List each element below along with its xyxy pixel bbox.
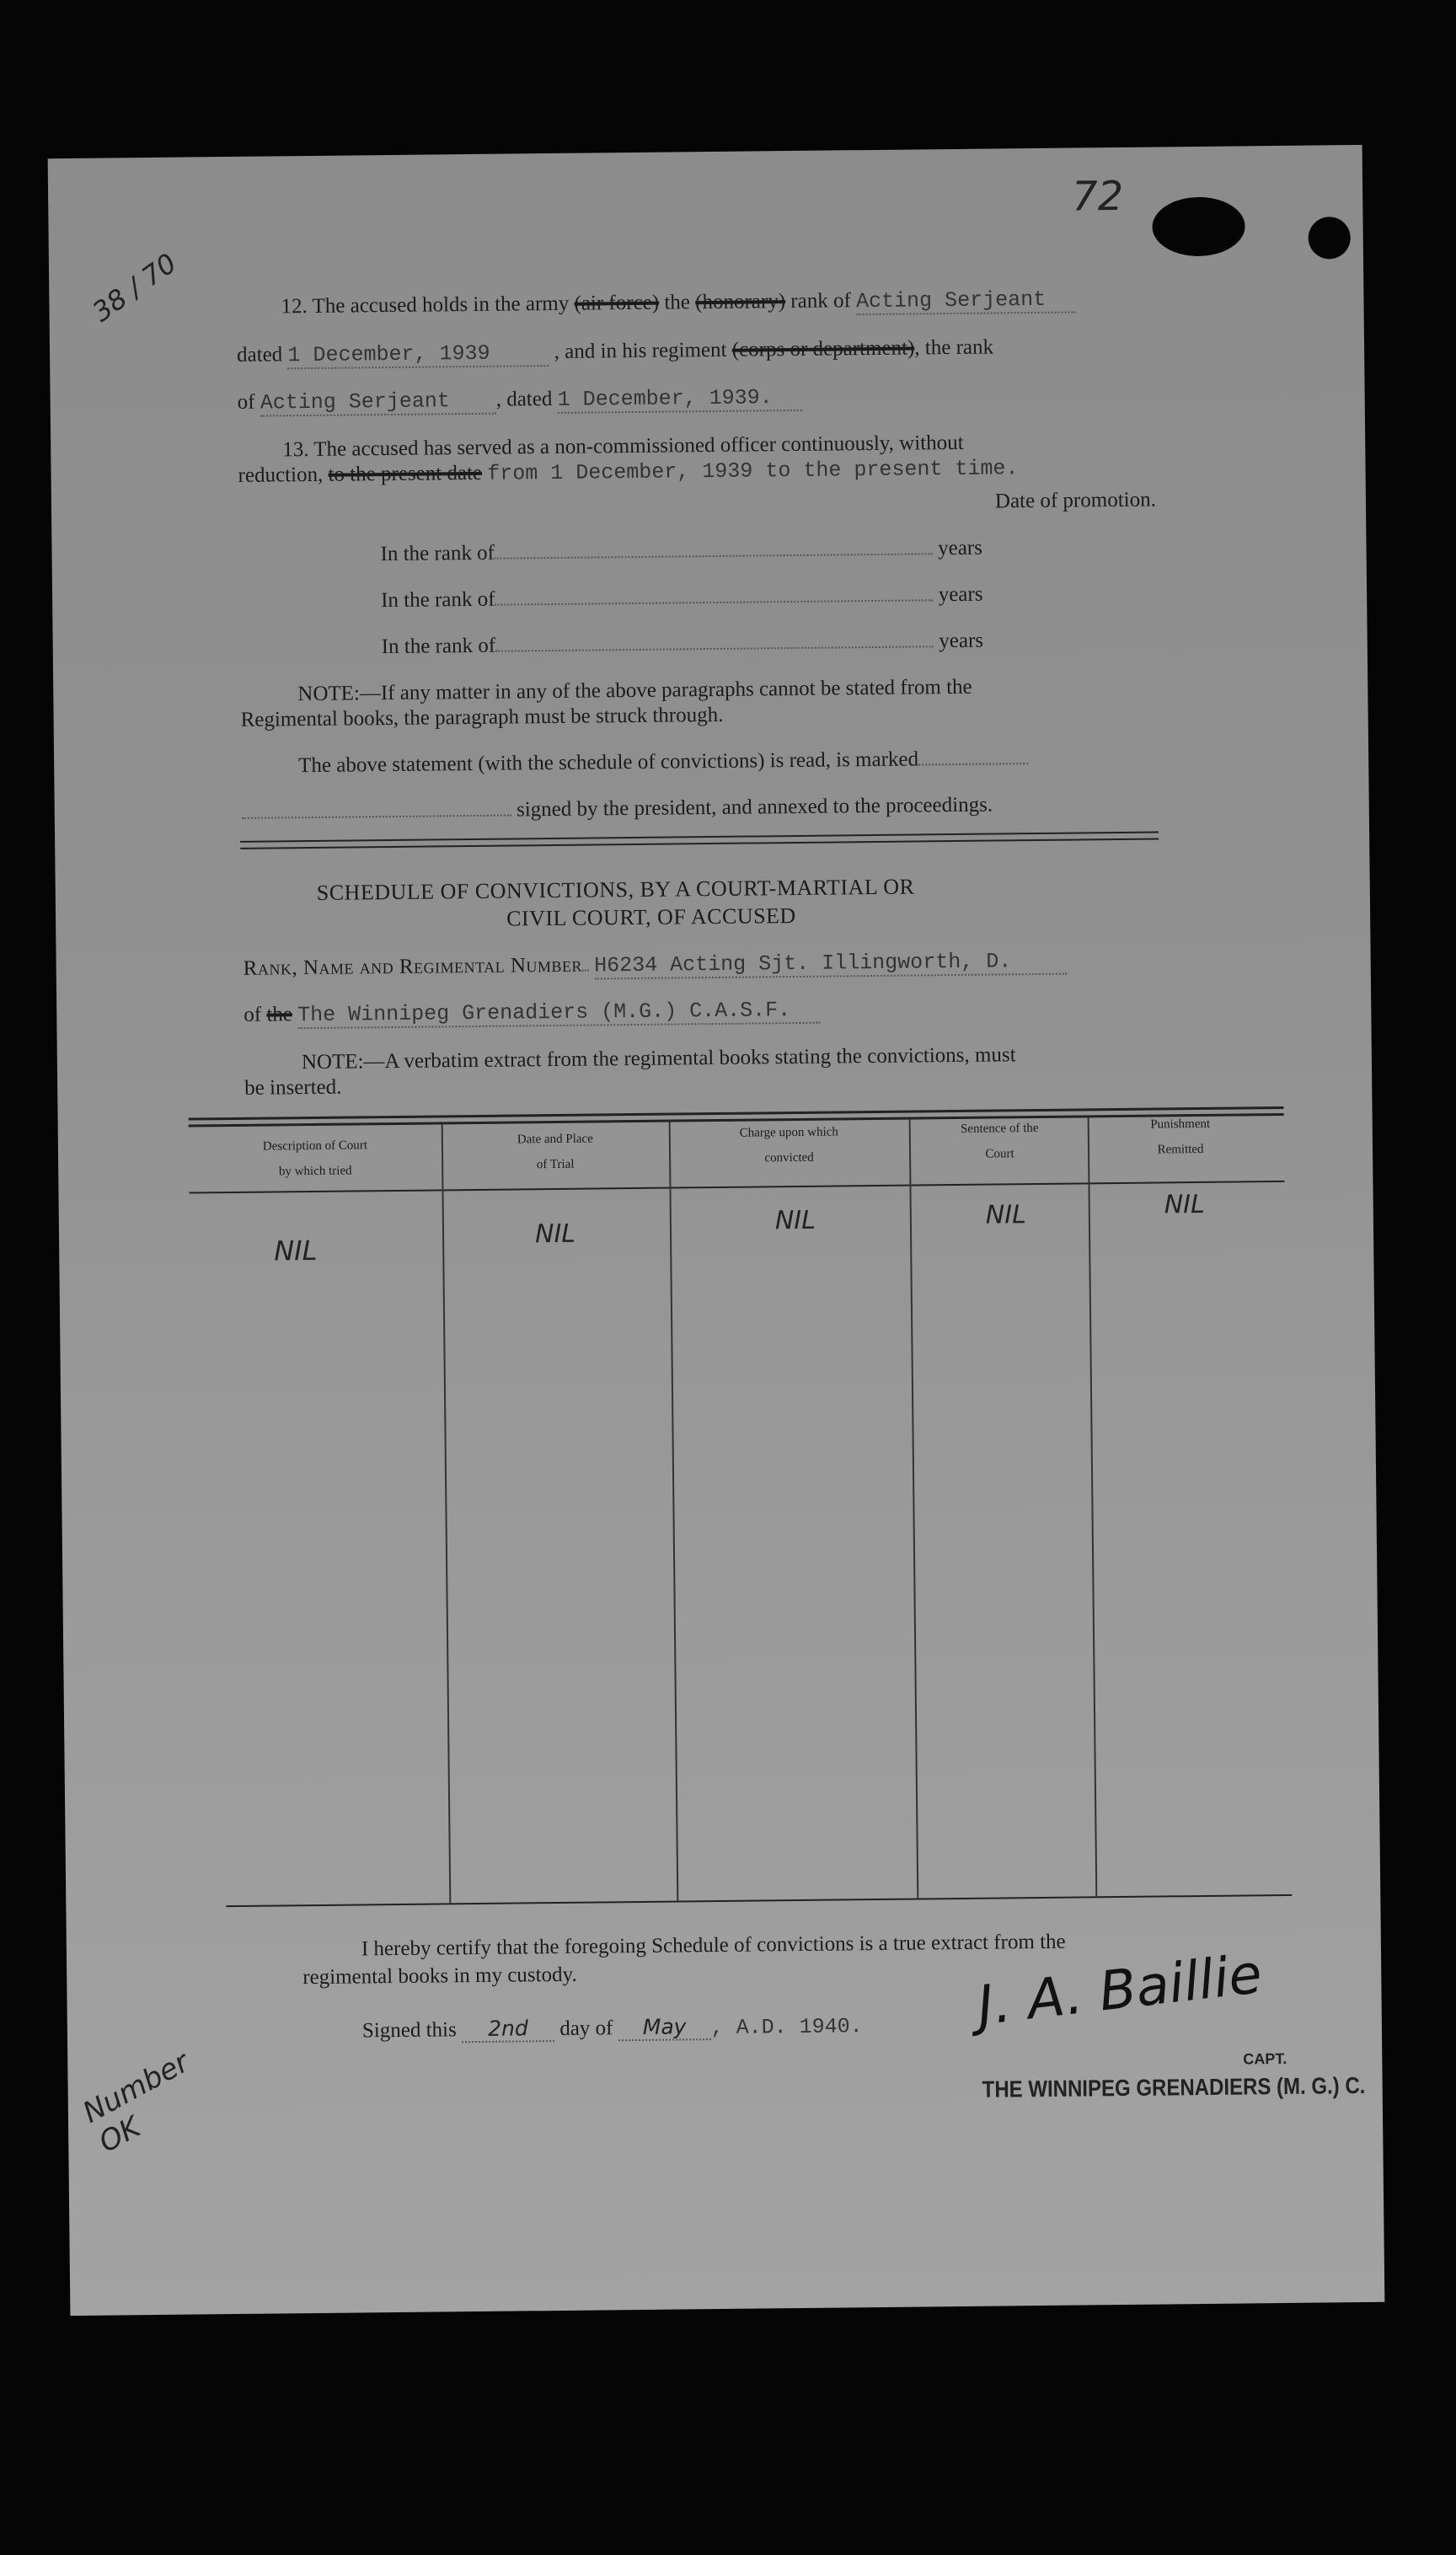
schedule-rank-label: Rank, Name and Regimental Number <box>243 953 583 980</box>
statement-line2 <box>242 794 993 825</box>
table-column-divider <box>669 1122 679 1901</box>
entry-punishment: NIL <box>1164 1189 1205 1220</box>
schedule-unit-value: The Winnipeg Grenadiers (M.G.) C.A.S.F. <box>297 998 820 1029</box>
statement-line1 <box>298 747 1028 778</box>
page-number: 72 <box>1071 172 1124 221</box>
col-header-text: Description of Court <box>262 1138 368 1154</box>
col-header-text: Sentence of the <box>960 1121 1039 1136</box>
col-header-sentence <box>913 1115 1087 1167</box>
table-column-divider <box>1088 1117 1098 1896</box>
unit-stamp: THE WINNIPEG GRENADIERS (M. G.) C. <box>982 2072 1366 2103</box>
stamp-rank: CAPT. <box>1243 2049 1287 2068</box>
note1-line2: Regimental books, the paragraph must be struck through. <box>240 703 724 731</box>
para12-text: , and in his regiment <box>554 338 727 363</box>
para12-text: rank of <box>790 289 851 313</box>
para12-text: , dated <box>495 387 553 411</box>
entry-charge: NIL <box>774 1205 816 1236</box>
schedule-note-line2: be inserted. <box>244 1075 342 1100</box>
army-rank-value: Acting Serjeant <box>856 287 1075 315</box>
rank-row-label: In the rank of <box>381 634 496 659</box>
para12-line1 <box>281 287 1075 321</box>
col-header-text: Court <box>985 1147 1014 1161</box>
struck-corps: (corps or department) <box>731 336 915 362</box>
table-column-divider <box>909 1119 919 1899</box>
col-header-text: Date and Place <box>517 1132 593 1147</box>
para12-text: dated <box>236 343 283 367</box>
document-sheet <box>48 145 1385 2316</box>
para12-line3 <box>238 385 802 417</box>
statement-text: signed by the president, and annexed to the proceedings. <box>516 793 993 822</box>
col-header-text: of Trial <box>536 1157 575 1172</box>
rank-row-unit: years <box>938 536 983 560</box>
schedule-of-label: of <box>244 1003 262 1026</box>
schedule-note-line1: NOTE:—A verbatim extract from the regimental books stating the convictions, must <box>301 1043 1016 1074</box>
schedule-rank-line <box>244 949 1067 983</box>
margin-note: Number OK <box>77 2045 195 2160</box>
col-header-text: by which tried <box>278 1164 352 1179</box>
service-period-value: from 1 December, 1939 to the present time. <box>487 456 1019 486</box>
struck-air-force: (air force) <box>574 291 660 315</box>
schedule-rank-value: H6234 Acting Sjt. Illingworth, D. <box>594 949 1066 980</box>
table-bottom-rule <box>226 1894 1292 1907</box>
para12-text: the <box>664 291 691 314</box>
table-column-divider <box>442 1123 452 1903</box>
signed-line <box>362 2012 863 2043</box>
signed-day-value: 2nd <box>462 2016 554 2043</box>
regiment-rank-date: 1 December, 1939. <box>557 385 801 414</box>
signed-label: Signed this <box>361 2018 457 2043</box>
schedule-unit-line <box>244 998 820 1030</box>
struck-the: the <box>266 1003 293 1026</box>
note1-line1: NOTE:—If any matter in any of the above paragraphs cannot be stated from the <box>297 675 972 706</box>
folio-note: 38 / 70 <box>86 246 183 329</box>
col-header-text: Remitted <box>1157 1142 1204 1157</box>
schedule-title-line1: SCHEDULE OF CONVICTIONS, BY A COURT-MARTIAL OR <box>316 874 915 905</box>
col-header-charge <box>673 1119 906 1172</box>
para12-line2 <box>237 335 993 369</box>
col-header-text: convicted <box>764 1150 814 1165</box>
struck-honorary: (honorary) <box>695 290 786 314</box>
rank-row-label: In the rank of <box>381 587 495 613</box>
entry-court: NIL <box>274 1234 318 1267</box>
col-header-court <box>193 1132 438 1185</box>
col-header-text: Punishment <box>1150 1117 1211 1132</box>
date-of-promotion-label: Date of promotion. <box>994 488 1157 513</box>
ink-blot <box>1152 196 1245 256</box>
para12-text: of <box>237 390 255 414</box>
punch-hole <box>1308 217 1351 260</box>
army-rank-date: 1 December, 1939 <box>287 340 549 369</box>
signed-month-value: May <box>618 2014 710 2041</box>
para12-text: , the rank <box>914 335 994 360</box>
struck-present-date: to the present date <box>328 461 483 486</box>
rank-row-1 <box>380 537 982 566</box>
entry-sentence: NIL <box>985 1200 1027 1230</box>
certificate-line1: I hereby certify that the foregoing Schedule of convictions is a true extract from the <box>361 1930 1066 1961</box>
schedule-title-line2: CIVIL COURT, OF ACCUSED <box>506 903 796 931</box>
col-header-text: Charge upon which <box>739 1125 838 1140</box>
para12-text: 12. The accused holds in the army <box>281 292 570 319</box>
signed-year-value: , A.D. 1940. <box>710 2014 863 2041</box>
rank-row-label: In the rank of <box>380 541 495 566</box>
rank-row-unit: years <box>938 582 983 607</box>
certificate-line2: regimental books in my custody. <box>302 1963 577 1990</box>
rank-row-3 <box>382 629 984 659</box>
para13-text: reduction, <box>238 463 324 487</box>
rank-row-unit: years <box>939 629 984 653</box>
entry-date: NIL <box>534 1219 576 1250</box>
statement-text: The above statement (with the schedule of convictions) is read, is marked <box>298 747 919 778</box>
col-header-date <box>446 1126 666 1179</box>
col-header-punishment <box>1092 1111 1270 1163</box>
day-of-label: day of <box>559 2017 613 2040</box>
signature: J. A. Baillie <box>974 1942 1266 2038</box>
rank-row-2 <box>381 583 983 613</box>
para13-line1: 13. The accused has served as a non-commissioned officer continuously, without <box>282 431 964 462</box>
regiment-rank-value: Acting Serjeant <box>260 388 496 417</box>
